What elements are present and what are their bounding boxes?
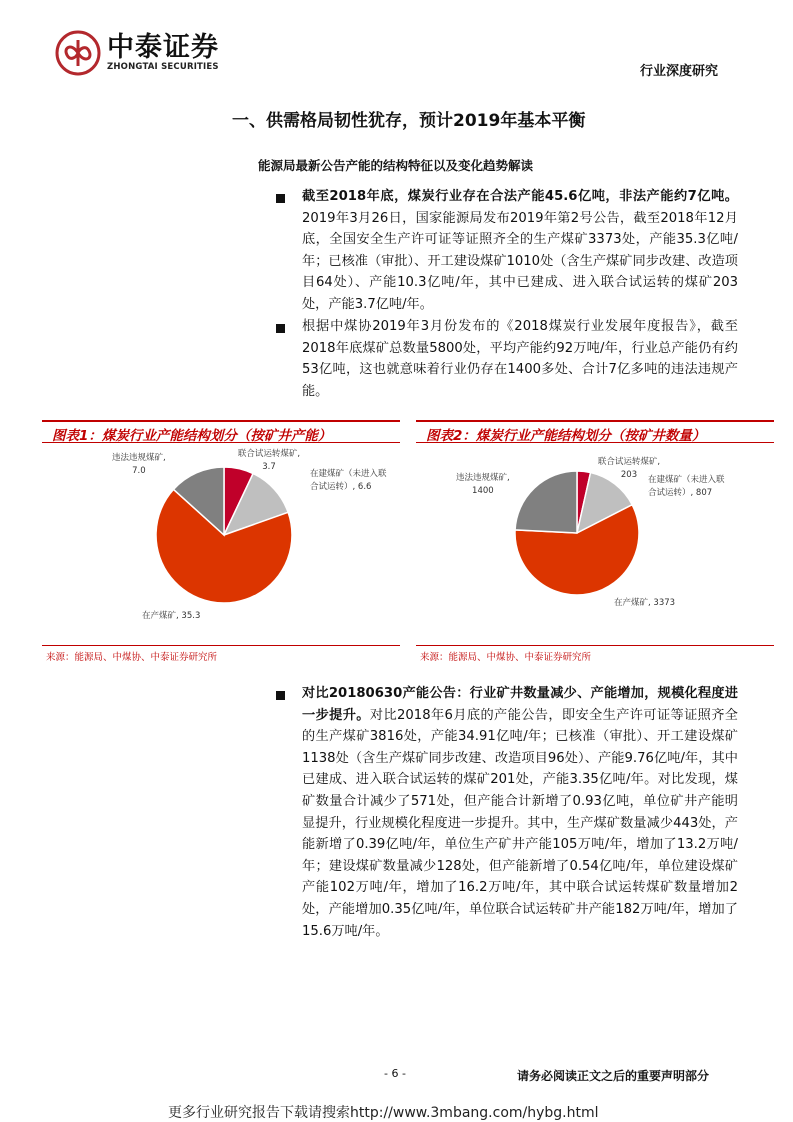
download-note: 更多行业研究报告下载请搜索http://www.3mbang.com/hybg.html bbox=[168, 1105, 599, 1121]
paragraph-lead: 截至2018年底，煤炭行业存在合法产能45.6亿吨，非法产能约7亿吨。 bbox=[302, 189, 738, 204]
page-number: - 6 - bbox=[384, 1067, 406, 1080]
paragraph-3 bbox=[302, 683, 738, 942]
paragraph-lead: 对比20180630产能公告：行业矿井数量减少、产能增加，规模化程度进一步提升。 bbox=[302, 686, 738, 723]
paragraph-text: 根据中煤协2019年3月份发布的《2018煤炭行业发展年度报告》，截至2018年底煤矿总数量5800处，平均产能约92万吨/年，行业总产能仍有约53亿吨，这也就意味着行业仍存在1400多处、合计7亿多吨的违法违规产能。 bbox=[302, 319, 738, 399]
disclaimer: 请务必阅读正文之后的重要声明部分 bbox=[517, 1069, 710, 1083]
label-trial: 联合试运转煤矿, 203 bbox=[597, 457, 661, 480]
subsection-title: 能源局最新公告产能的结构特征以及变化趋势解读 bbox=[258, 158, 534, 173]
label-trial: 联合试运转煤矿, 3.7 bbox=[237, 449, 301, 472]
report-type: 行业深度研究 bbox=[640, 64, 719, 79]
figure-title: 图表2：煤炭行业产能结构划分（按矿井数量） bbox=[426, 428, 706, 444]
bullet-icon bbox=[276, 194, 285, 203]
figure-title: 图表1：煤炭行业产能结构划分（按矿井产能） bbox=[52, 428, 332, 444]
paragraph-1 bbox=[302, 186, 738, 316]
company-logo bbox=[55, 30, 219, 76]
paragraph-2 bbox=[302, 316, 738, 402]
figure-2 bbox=[416, 420, 774, 664]
label-producing: 在产煤矿, 35.3 bbox=[142, 611, 201, 621]
label-illegal: 违法违规煤矿, 7.0 bbox=[112, 453, 166, 476]
bullet-icon bbox=[276, 691, 285, 700]
brand-name-en: ZHONGTAI SECURITIES bbox=[107, 62, 219, 72]
figure-source: 来源：能源局、中煤协、中泰证券研究所 bbox=[420, 652, 592, 663]
figure-1 bbox=[42, 420, 400, 664]
pie-slice bbox=[515, 471, 577, 533]
section-title: 一、供需格局韧性犹存，预计2019年基本平衡 bbox=[232, 111, 586, 131]
label-producing: 在产煤矿, 3373 bbox=[614, 598, 676, 608]
label-illegal: 违法违规煤矿, 1400 bbox=[456, 473, 510, 496]
figure-source: 来源：能源局、中煤协、中泰证券研究所 bbox=[46, 652, 218, 663]
label-building: 在建煤矿（未进入联合试运转）, 6.6 bbox=[310, 469, 387, 492]
brand-name-cn: 中泰证券 bbox=[107, 32, 219, 63]
label-building: 在建煤矿（未进入联合试运转）, 807 bbox=[648, 475, 725, 498]
paragraph-text: 对比2018年6月底的产能公告，即安全生产许可证等证照齐全的生产煤矿3816处，产能34.91亿吨/年；已核准（审批）、开工建设煤矿1138处（含生产煤矿同步改建、改造项目96处）、产能9.76亿吨/年，其中已建成、进入联合试运转的煤矿201处，产能3.35亿吨/年。对比发现，煤矿数量合计减少了571处，但产能合计新增了0.93亿吨，单位矿井产能明显提升，行业规模化程度进一步提升。其中，生产煤矿数量减少443处，产能新增了0.39亿吨/年，单位生产矿井产能105万吨/年，增加了13.2万吨/年；建设煤矿数量减少128处，但产能新增了0.54亿吨/年，单位建设煤矿产能102万吨/年，增加了16.2万吨/年，其中联合试运转煤矿数量增加2处，产能增加0.35亿吨/年，单位联合试运转矿井产能182万吨/年，增加了15.6万吨/年。 bbox=[302, 707, 738, 939]
bullet-icon bbox=[276, 324, 285, 333]
zhongtai-logo-icon bbox=[55, 30, 101, 76]
paragraph-text: 2019年3月26日，国家能源局发布2019年第2号公告，截至2018年12月底，全国安全生产许可证等证照齐全的生产煤矿3373处，产能35.3亿吨/年；已核准（审批）、开工建设煤矿1010处（含生产煤矿同步改建、改造项目64处）、产能10.3亿吨/年，其中已建成、进入联合试运转的煤矿203处，产能3.7亿吨/年。 bbox=[302, 210, 738, 312]
